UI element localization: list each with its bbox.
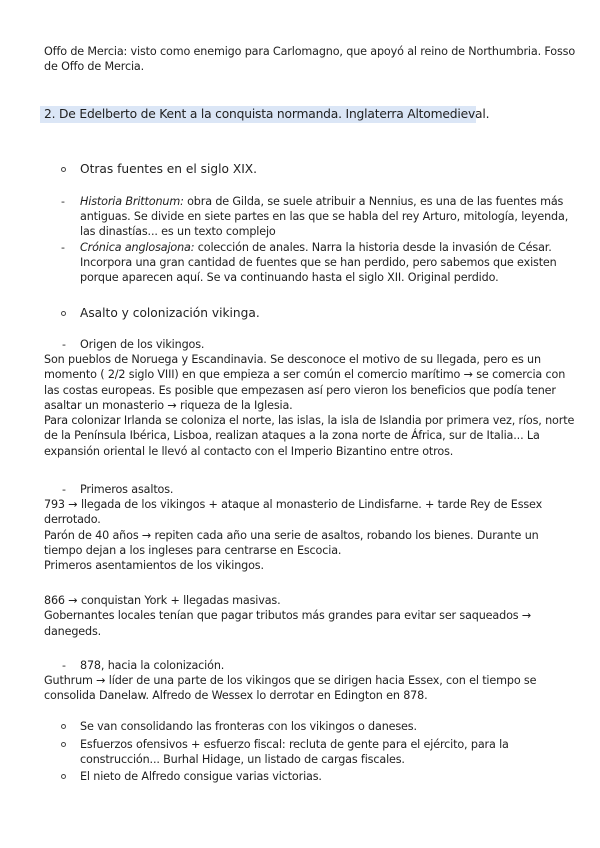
dash-bullet-icon: - — [62, 659, 66, 672]
consolidation-item: Se van consolidando las fronteras con los vikingos o daneses. — [80, 720, 417, 733]
york-line: danegeds. — [44, 625, 102, 638]
intro-line-1: Offo de Mercia: visto como enemigo para Carlomagno, que apoyó al reino de Northumbria. Fosso — [44, 45, 576, 58]
cronica-text: colección de anales. Narra la historia desde la invasión de César. — [194, 241, 552, 254]
origen-line: momento ( 2/2 siglo VIII) en que empieza a ser común el comercio marítimo → se comercia con — [44, 368, 566, 381]
cronica-line-2: Incorpora una gran cantidad de fuentes que se han perdido, pero sabemos que existen — [80, 256, 557, 269]
york-line: Gobernantes locales tenían que pagar tributos más grandes para evitar ser saqueados → — [44, 609, 532, 622]
consolidation-item-cont: construcción... Burhal Hidage, un listado de cargas fiscales. — [80, 753, 405, 766]
colonizacion-title: 878, hacia la colonización. — [80, 659, 225, 672]
primeros-line: Primeros asentamientos de los vikingos. — [44, 559, 264, 572]
dash-bullet-icon: - — [62, 483, 66, 496]
primeros-line: tiempo dejan a los ingleses para centrarse en Escocia. — [44, 544, 342, 557]
colonizacion-line: Guthrum → líder de una parte de los vikingos que se dirigen hacia Essex, con el tiempo se — [44, 674, 537, 687]
intro-line-2: de Offo de Mercia. — [44, 60, 145, 73]
cronica-line-3: porque aparecen aquí. Se va continuando hasta el siglo XII. Original perdido. — [80, 271, 499, 284]
primeros-line: 793 → llegada de los vikingos + ataque al monasterio de Lindisfarne. + tarde Rey de Essex — [44, 498, 543, 511]
section-heading: 2. De Edelberto de Kent a la conquista normanda. Inglaterra Altomedieval. — [40, 106, 476, 123]
primeros-line: derrotado. — [44, 513, 101, 526]
york-line: 866 → conquistan York + llegadas masivas. — [44, 594, 281, 607]
asalto-title: Asalto y colonización vikinga. — [80, 306, 260, 320]
consolidation-item: Esfuerzos ofensivos + esfuerzo fiscal: recluta de gente para el ejército, para la — [80, 738, 509, 751]
primeros-line: Parón de 40 años → repiten cada año una serie de asaltos, robando los bienes. Durante un — [44, 529, 539, 542]
bullet-circle-icon — [61, 311, 66, 316]
historia-line-3: las dinastías... es un texto complejo — [80, 225, 276, 238]
bullet-circle-icon — [61, 724, 66, 729]
bullet-circle-icon — [61, 167, 66, 172]
origen-line: las costas europeas. Es posible que empezasen así pero vieron los beneficios que podía tener — [44, 384, 556, 397]
origen-line: Son pueblos de Noruega y Escandinavia. Se desconoce el motivo de su llegada, pero es un — [44, 353, 541, 366]
colonizacion-line: consolida Danelaw. Alfredo de Wessex lo derrotar en Edington en 878. — [44, 689, 428, 702]
historia-line-1 — [80, 194, 563, 209]
bullet-circle-icon — [61, 774, 66, 779]
historia-line-2: antiguas. Se divide en siete partes en las que se habla del rey Arturo, mitología, leyenda, — [80, 210, 569, 223]
dash-bullet-icon: - — [61, 241, 65, 254]
origen-line: Para colonizar Irlanda se coloniza el norte, las islas, la isla de Islandia por primera vez, ríos, norte — [44, 414, 575, 427]
consolidation-item: El nieto de Alfredo consigue varias victorias. — [80, 770, 322, 783]
dash-bullet-icon: - — [62, 338, 66, 351]
primeros-title: Primeros asaltos. — [80, 483, 174, 496]
origen-line: expansión oriental le llevó al contacto con el Imperio Bizantino entre otros. — [44, 445, 454, 458]
origen-line: asaltar un monasterio → riqueza de la Iglesia. — [44, 399, 293, 412]
cronica-line-1 — [80, 240, 552, 255]
dash-bullet-icon: - — [61, 195, 65, 208]
cronica-term: Crónica anglosajona: — [80, 241, 195, 254]
historia-text: obra de Gilda, se suele atribuir a Nennius, es una de las fuentes más — [183, 195, 564, 208]
historia-term: Historia Brittonum: — [80, 195, 184, 208]
origen-title: Origen de los vikingos. — [80, 338, 205, 351]
origen-line: de la Península Ibérica, Lisboa, realizan ataques a la zona norte de África, sur de Italia... La — [44, 429, 540, 442]
bullet-circle-icon — [61, 742, 66, 747]
fuentes-title: Otras fuentes en el siglo XIX. — [80, 162, 258, 176]
